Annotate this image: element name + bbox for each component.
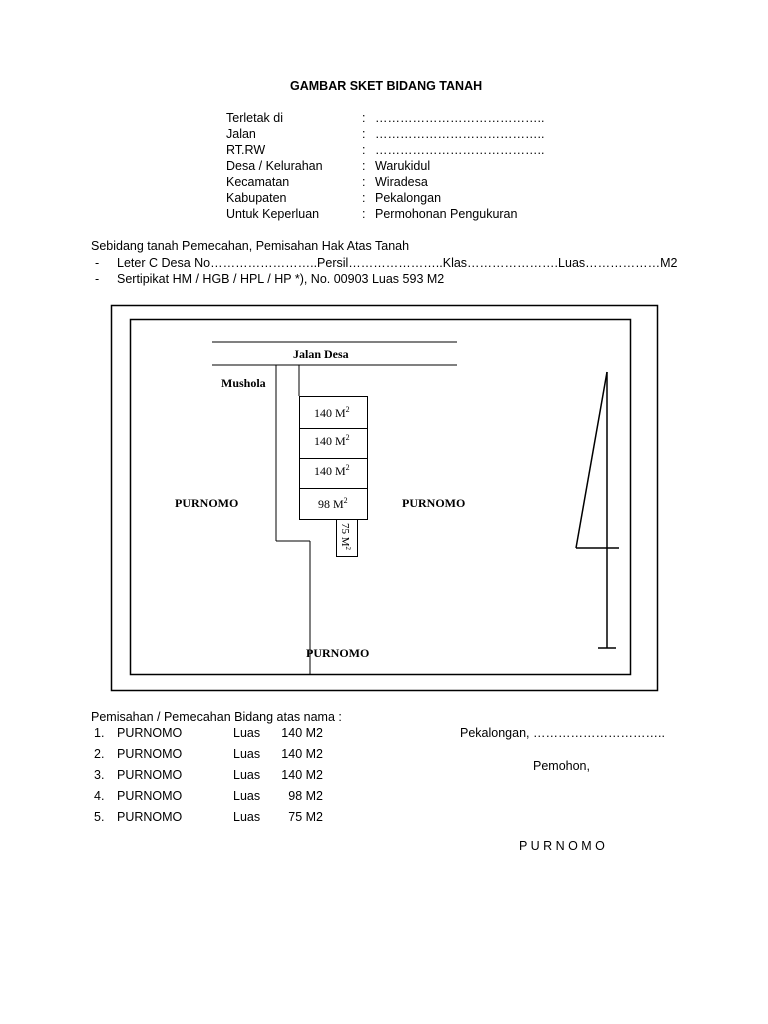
list-item-name: PURNOMO <box>117 810 183 824</box>
plot-1-area: 140 $M^2$ <box>314 405 350 420</box>
list-item-name: PURNOMO <box>117 768 183 782</box>
north-arrow-icon <box>576 372 619 648</box>
plot-3-area: 140 $M^2$ <box>314 463 350 478</box>
info-sep: : <box>362 111 366 125</box>
owner-right-label: PURNOMO <box>402 496 466 510</box>
road-label: Jalan Desa <box>293 347 349 361</box>
intro-text: Sebidang tanah Pemecahan, Pemisahan Hak Atas Tanah <box>91 239 410 253</box>
signature-place-date: Pekalongan, ………………………….. <box>460 726 665 740</box>
info-label-rtrw: RT.RW <box>226 143 266 157</box>
bullet-certificate: Sertipikat HM / HGB / HPL / HP *), No. 00903 Luas 593 M2 <box>117 272 445 286</box>
list-item-number: 4. <box>94 789 105 803</box>
list-item-name: PURNOMO <box>117 726 183 740</box>
info-value-regency: Pekalongan <box>375 191 442 205</box>
info-sep: : <box>362 175 366 189</box>
list-item-luas-label: Luas <box>233 768 261 782</box>
info-label-purpose: Untuk Keperluan <box>226 207 320 221</box>
bullet-dash: - <box>95 256 100 270</box>
list-item-number: 2. <box>94 747 105 761</box>
info-value-district: Wiradesa <box>375 175 428 189</box>
plot-4-area: 98 $M^2$ <box>318 496 348 511</box>
page-title: GAMBAR SKET BIDANG TANAH <box>290 79 483 93</box>
list-item-name: PURNOMO <box>117 789 183 803</box>
info-value-street: ………………………………….. <box>375 127 545 141</box>
mushola-label: Mushola <box>221 376 266 390</box>
list-item-area: 140 M2 <box>281 726 323 740</box>
small-plot-area: 75 $M^2$ <box>339 523 352 551</box>
list-item-area: 75 M2 <box>288 810 323 824</box>
owner-bottom-label: PURNOMO <box>306 646 370 660</box>
bullet-letter-c: Leter C Desa No……………………..Persil…………………..Klas………………….Luas………………M2 <box>117 256 678 270</box>
list-item-luas-label: Luas <box>233 726 261 740</box>
list-item-area: 140 M2 <box>281 768 323 782</box>
list-item-luas-label: Luas <box>233 789 261 803</box>
info-value-purpose: Permohonan Pengukuran <box>375 207 518 221</box>
plot-2-area: 140 $M^2$ <box>314 433 350 448</box>
bullet-dash: - <box>95 272 100 286</box>
signature-role: Pemohon, <box>533 759 590 773</box>
info-sep: : <box>362 191 366 205</box>
info-value-location: ………………………………….. <box>375 111 545 125</box>
info-label-location: Terletak di <box>226 111 283 125</box>
list-item-number: 5. <box>94 810 105 824</box>
info-label-regency: Kabupaten <box>226 191 287 205</box>
list-item-number: 3. <box>94 768 105 782</box>
list-item-luas-label: Luas <box>233 747 261 761</box>
info-label-street: Jalan <box>226 127 256 141</box>
info-sep: : <box>362 127 366 141</box>
list-item-name: PURNOMO <box>117 747 183 761</box>
info-sep: : <box>362 143 366 157</box>
list-item-area: 98 M2 <box>288 789 323 803</box>
list-item-luas-label: Luas <box>233 810 261 824</box>
owner-left-label: PURNOMO <box>175 496 239 510</box>
list-item-area: 140 M2 <box>281 747 323 761</box>
info-sep: : <box>362 207 366 221</box>
info-value-rtrw: ………………………………….. <box>375 143 545 157</box>
info-label-district: Kecamatan <box>226 175 290 189</box>
info-value-village: Warukidul <box>375 159 431 173</box>
info-sep: : <box>362 159 366 173</box>
list-item-number: 1. <box>94 726 105 740</box>
signature-name: P U R N O M O <box>519 839 605 853</box>
list-heading: Pemisahan / Pemecahan Bidang atas nama : <box>91 710 342 724</box>
info-label-village: Desa / Kelurahan <box>226 159 323 173</box>
